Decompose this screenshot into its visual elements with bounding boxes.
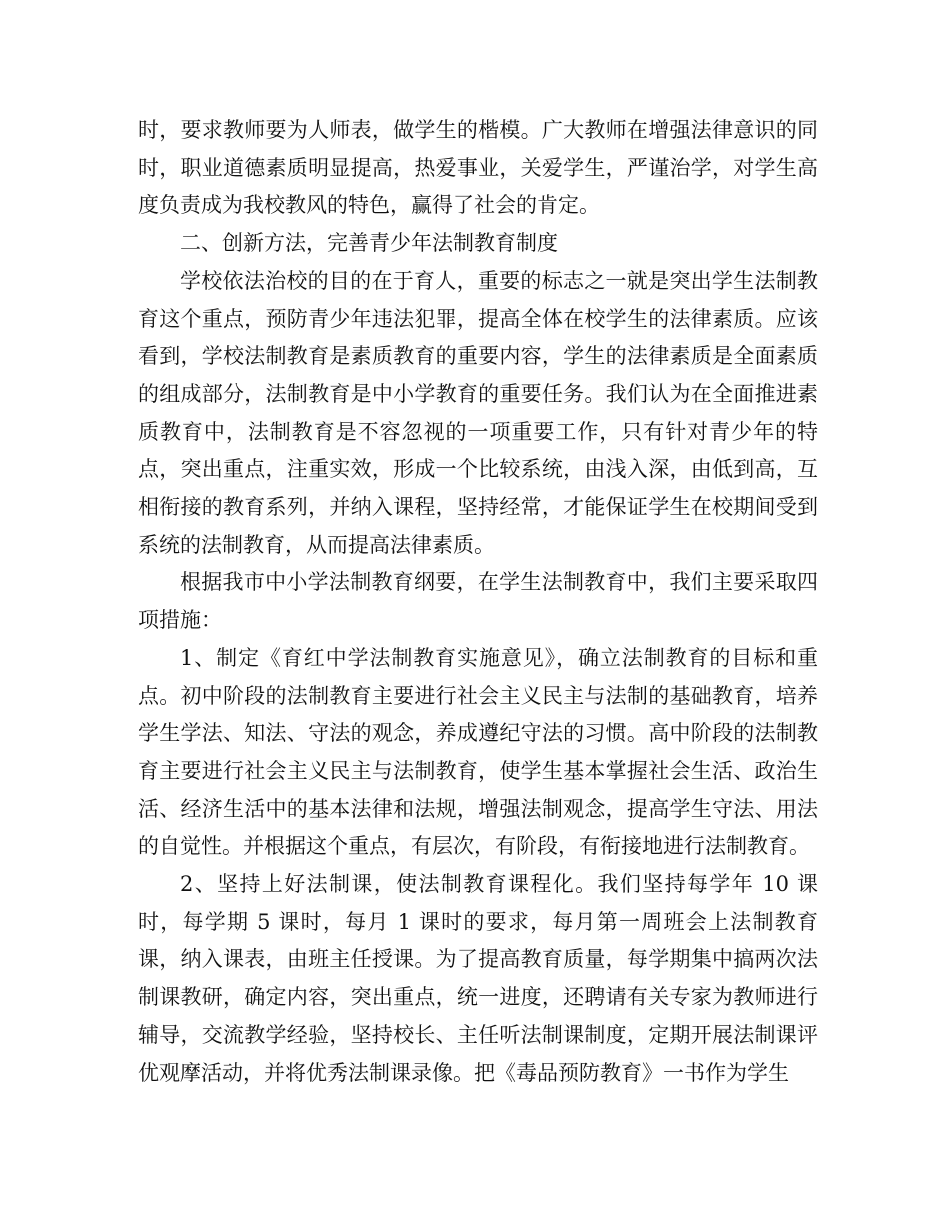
paragraph-continuation: 时，要求教师要为人师表，做学生的楷模。广大教师在增强法律意识的同时，职业道德素质明显提高，热爱事业，关爱学生，严谨治学，对学生高度负责成为我校教风的特色，赢得了社会的肯定。 — [138, 118, 818, 218]
paragraph-measures-intro: 根据我市中小学法制教育纲要，在学生法制教育中，我们主要采取四项措施： — [138, 570, 818, 633]
paragraph-measure-2: 2、坚持上好法制课，使法制教育课程化。我们坚持每学年 10 课时，每学期 5 课时，每月 1 课时的要求，每月第一周班会上法制教育课，纳入课表，由班主任授课。为了提高教育质量，每学期集中搞两次法制课教研，确定内容，突出重点，统一进度，还聘请有关专家为教师进行辅导，交流教学经验，坚持校长、主任听法制课制度，定期开展法制课评优观摩活动，并将优秀法制课录像。把《毒品预防教育》一书作为学生 — [138, 872, 818, 1085]
document-page — [138, 112, 818, 1092]
paragraph-body: 学校依法治校的目的在于育人，重要的标志之一就是突出学生法制教育这个重点，预防青少年违法犯罪，提高全体在校学生的法律素质。应该看到，学校法制教育是素质教育的重要内容，学生的法律素质是全面素质的组成部分，法制教育是中小学教育的重要任务。我们认为在全面推进素质教育中，法制教育是不容忽视的一项重要工作，只有针对青少年的特点，突出重点，注重实效，形成一个比较系统，由浅入深，由低到高，互相衔接的教育系列，并纳入课程，坚持经常，才能保证学生在校期间受到系统的法制教育，从而提高法律素质。 — [138, 268, 818, 557]
section-heading: 二、创新方法，完善青少年法制教育制度 — [180, 231, 558, 256]
paragraph-measure-1: 1、制定《育红中学法制教育实施意见》，确立法制教育的目标和重点。初中阶段的法制教育主要进行社会主义民主与法制的基础教育，培养学生学法、知法、守法的观念，养成遵纪守法的习惯。高中阶段的法制教育主要进行社会主义民主与法制教育，使学生基本掌握社会生活、政治生活、经济生活中的基本法律和法规，增强法制观念，提高学生守法、用法的自觉性。并根据这个重点，有层次，有阶段，有衔接地进行法制教育。 — [138, 645, 818, 859]
